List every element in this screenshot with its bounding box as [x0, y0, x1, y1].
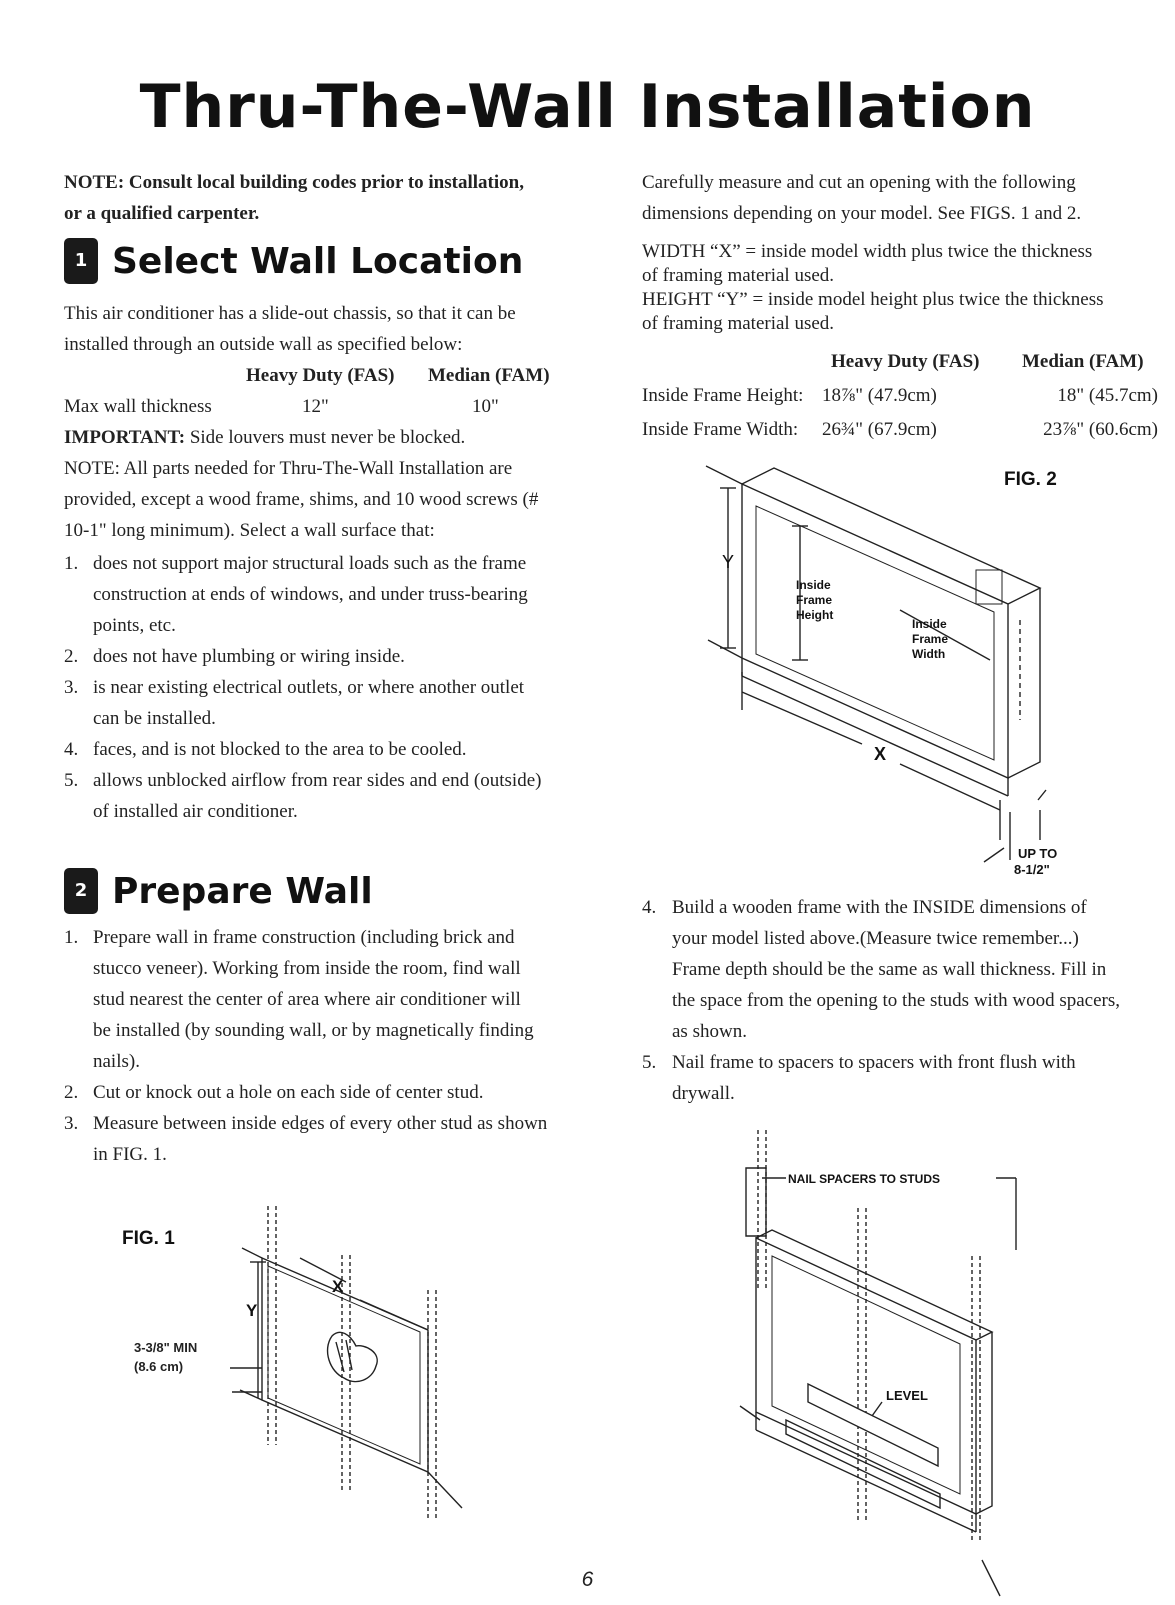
col-header: Median (FAM) [428, 365, 550, 386]
list-number: 5. [642, 1052, 657, 1073]
fig1-x-label: X [332, 1277, 344, 1296]
page-title: Thru-The-Wall Installation [139, 72, 1036, 142]
list-line: does not have plumbing or wiring inside. [93, 646, 405, 667]
width-line: WIDTH “X” = inside model width plus twice the thickness [642, 241, 1093, 262]
important-text: Side louvers must never be blocked. [185, 427, 466, 448]
list-number: 2. [64, 646, 79, 667]
fig1-y-label: Y [246, 1301, 258, 1320]
list-number: 1. [64, 927, 79, 948]
min-line: 3-3/8" MIN [134, 1340, 198, 1355]
inside-width-label: Inside [912, 617, 947, 631]
width-line: of framing material used. [642, 265, 835, 286]
list-line: Prepare wall in frame construction (including brick and [93, 927, 515, 948]
row-label: Inside Frame Width: [642, 419, 799, 440]
col-header: Heavy Duty (FAS) [246, 365, 395, 386]
list-line: can be installed. [93, 708, 216, 729]
note2-line: provided, except a wood frame, shims, and 10 wood screws (# [64, 489, 539, 510]
list-line: points, etc. [93, 615, 176, 636]
list-number: 4. [64, 739, 79, 760]
list-line: construction at ends of windows, and under truss-bearing [93, 584, 528, 605]
inside-height-label: Frame [796, 593, 833, 607]
intro-line: Carefully measure and cut an opening with the following [642, 172, 1076, 193]
inside-width-label: Width [912, 647, 946, 661]
intro-line: dimensions depending on your model. See FIGS. 1 and 2. [642, 203, 1082, 224]
row-value: 23⅞" (60.6cm) [1043, 419, 1158, 440]
row-value: 18⅞" (47.9cm) [822, 385, 937, 406]
list-line: Measure between inside edges of every other stud as shown [93, 1113, 548, 1134]
list-line: allows unblocked airflow from rear sides and end (outside) [93, 770, 542, 791]
list-line: be installed (by sounding wall, or by magnetically finding [93, 1020, 534, 1041]
list-line: faces, and is not blocked to the area to be cooled. [93, 739, 467, 760]
row-label: Inside Frame Height: [642, 385, 804, 406]
row-value: 12" [302, 396, 329, 417]
height-line: HEIGHT “Y” = inside model height plus twice the thickness [642, 289, 1104, 310]
list-line: Cut or knock out a hole on each side of center stud. [93, 1082, 484, 1103]
list-line: nails). [93, 1051, 140, 1072]
list-line: in FIG. 1. [93, 1144, 167, 1165]
page-number: 6 [581, 1568, 594, 1591]
list-line: stucco veneer). Working from inside the room, find wall [93, 958, 521, 979]
list-number: 3. [64, 1113, 79, 1134]
fig2-x-label: X [874, 744, 887, 764]
fig2-y-label: Y [722, 552, 735, 572]
col-header: Heavy Duty (FAS) [831, 351, 980, 372]
row-value: 10" [472, 396, 499, 417]
list-line: drywall. [672, 1083, 735, 1104]
list-line: does not support major structural loads such as the frame [93, 553, 527, 574]
up-to-label: UP TO [1018, 846, 1058, 861]
list-line: Build a wooden frame with the INSIDE dimensions of [672, 897, 1087, 918]
note-line: or a qualified carpenter. [64, 203, 260, 224]
min-line: (8.6 cm) [134, 1359, 184, 1374]
intro-line: installed through an outside wall as specified below: [64, 334, 463, 355]
list-number: 4. [642, 897, 657, 918]
list-line: stud nearest the center of area where air conditioner will [93, 989, 521, 1010]
list-number: 5. [64, 770, 79, 791]
section2-heading: Prepare Wall [112, 870, 373, 912]
list-line: Frame depth should be the same as wall thickness. Fill in [672, 959, 1107, 980]
intro-line: This air conditioner has a slide-out chassis, so that it can be [64, 303, 516, 324]
inside-width-label: Frame [912, 632, 949, 646]
list-line: is near existing electrical outlets, or where another outlet [93, 677, 525, 698]
section1-heading: Select Wall Location [112, 240, 524, 282]
note2-line: NOTE: All parts needed for Thru-The-Wall Installation are [64, 458, 513, 479]
row-label: Max wall thickness [64, 396, 212, 417]
inside-height-label: Inside [796, 578, 831, 592]
list-line: as shown. [672, 1021, 747, 1042]
list-line: of installed air conditioner. [93, 801, 298, 822]
level-label: LEVEL [886, 1388, 928, 1403]
note-line: NOTE: Consult local building codes prior to installation, [64, 172, 524, 193]
important-label: IMPORTANT: [64, 427, 186, 448]
list-line: your model listed above.(Measure twice remember...) [672, 928, 1079, 949]
fig1-label: FIG. 1 [122, 1228, 175, 1249]
row-value: 26¾" (67.9cm) [822, 419, 937, 440]
step-badge: 2 [64, 868, 98, 914]
height-line: of framing material used. [642, 313, 835, 334]
note2-line: 10-1" long minimum). Select a wall surface that: [64, 520, 435, 541]
list-number: 3. [64, 677, 79, 698]
fig2-label: FIG. 2 [1004, 469, 1057, 490]
nail-spacers-label: NAIL SPACERS TO STUDS [788, 1172, 941, 1186]
list-number: 2. [64, 1082, 79, 1103]
step-badge: 1 [64, 238, 98, 284]
list-line: Nail frame to spacers to spacers with front flush with [672, 1052, 1076, 1073]
col-header: Median (FAM) [1022, 351, 1144, 372]
up-to-label: 8-1/2" [1014, 862, 1050, 877]
inside-height-label: Height [796, 608, 834, 622]
list-line: the space from the opening to the studs with wood spacers, [672, 990, 1120, 1011]
list-number: 1. [64, 553, 79, 574]
row-value: 18" (45.7cm) [1057, 385, 1158, 406]
